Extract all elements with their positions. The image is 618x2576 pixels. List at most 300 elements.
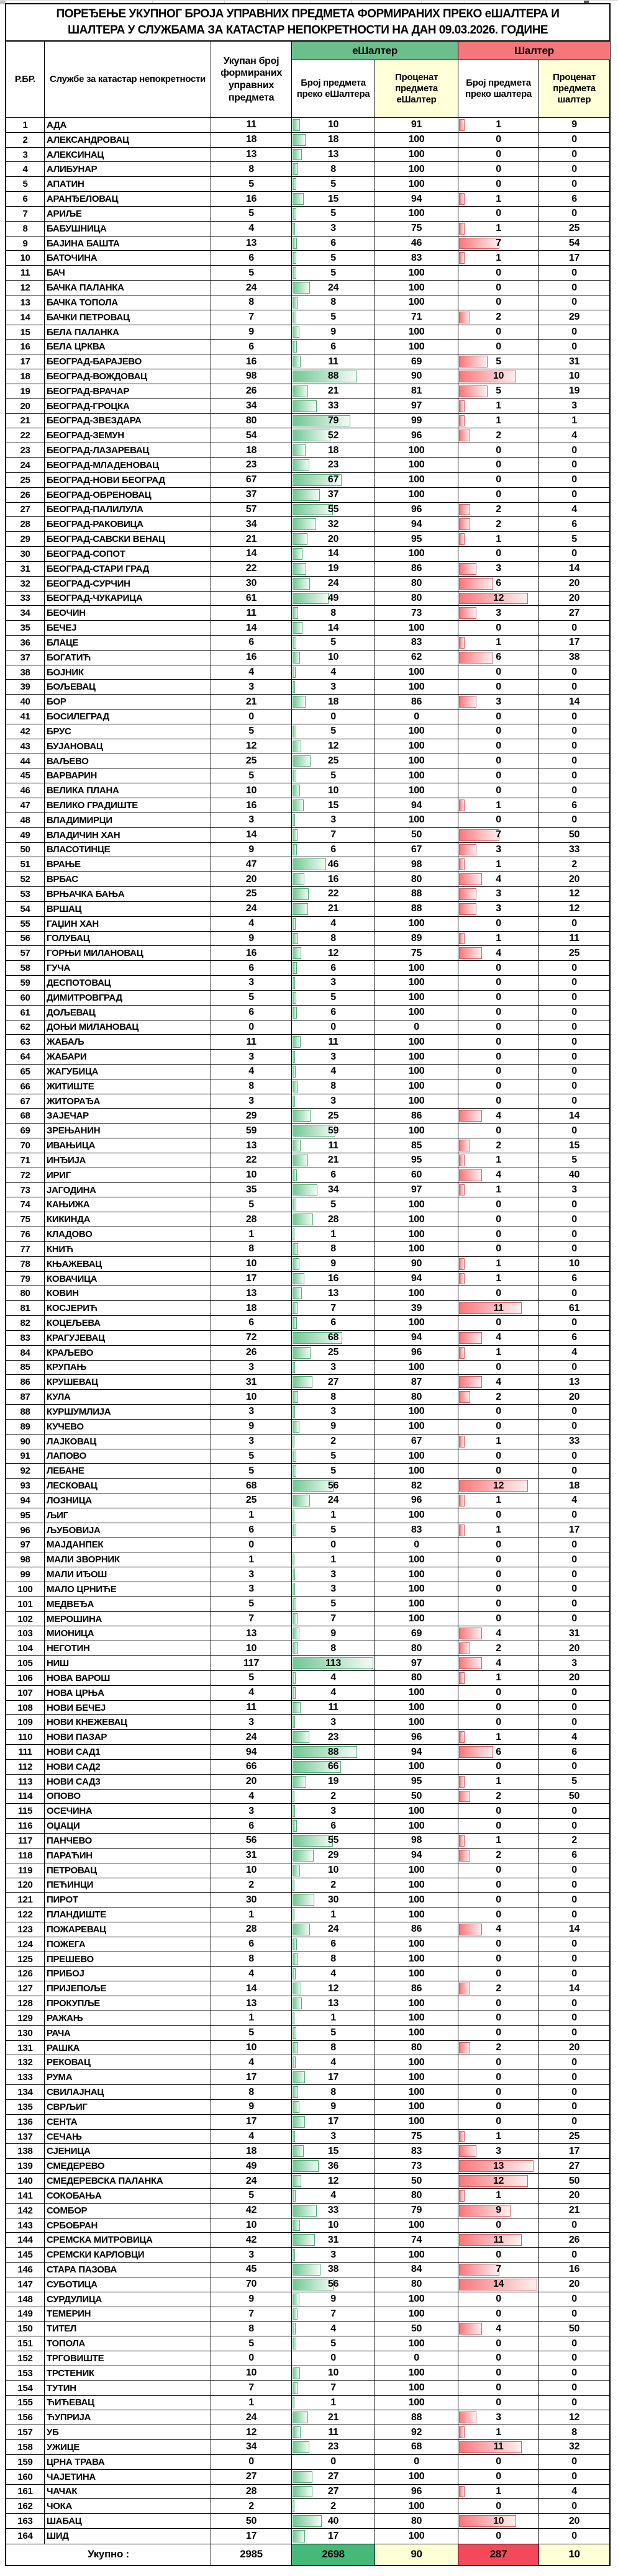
service-name-cell: АРИЉЕ — [45, 207, 211, 221]
eshalter-percent-cell: 89 — [375, 932, 458, 946]
table-row — [6, 1301, 609, 1316]
table-row — [6, 1006, 609, 1020]
row-number-cell: 133 — [6, 2070, 45, 2084]
eshalter-count-cell: 8 — [292, 1390, 375, 1404]
total-cases-cell: 13 — [211, 1626, 292, 1641]
shalter-count-cell: 1 — [458, 532, 539, 546]
service-name-cell: АРАНЂЕЛОВАЦ — [45, 192, 211, 206]
table-row — [6, 1834, 609, 1849]
row-number-cell: 149 — [6, 2307, 45, 2322]
eshalter-percent-cell: 100 — [375, 1819, 458, 1833]
table-row — [6, 2307, 609, 2322]
shalter-data-bar — [459, 518, 470, 530]
eshalter-count-cell: 11 — [292, 1138, 375, 1153]
shalter-percent-cell: 0 — [571, 1539, 577, 1550]
shalter-count-cell: 0 — [458, 1242, 539, 1256]
eshalter-count-cell: 3 — [292, 976, 375, 990]
row-number-cell: 96 — [6, 1523, 45, 1538]
total-cases-cell: 4 — [211, 1790, 292, 1804]
total-cases-cell: 31 — [211, 1375, 292, 1389]
eshalter-count-cell: 5 — [292, 991, 375, 1005]
shalter-data-bar — [459, 430, 470, 441]
row-number-cell: 18 — [6, 369, 45, 384]
eshalter-data-bar — [293, 622, 302, 634]
row-number-cell: 63 — [6, 1035, 45, 1049]
row-number-cell: 74 — [6, 1197, 45, 1212]
shalter-data-bar — [459, 696, 476, 708]
eshalter-count-cell: 88 — [292, 369, 375, 384]
service-name-cell: ПИРОТ — [45, 1893, 211, 1907]
row-number-cell: 89 — [6, 1420, 45, 1434]
shalter-count-cell: 11 — [458, 1301, 539, 1315]
shalter-percent-cell: 0 — [571, 1214, 577, 1225]
total-cases-cell: 24 — [211, 2174, 292, 2188]
table-row — [6, 1745, 609, 1760]
table-row — [6, 1050, 609, 1065]
row-number-cell: 98 — [6, 1552, 45, 1567]
table-row — [6, 1508, 609, 1523]
eshalter-percent-cell: 83 — [375, 251, 458, 265]
row-number-cell: 6 — [6, 192, 45, 206]
service-name-cell: ГАЏИН ХАН — [45, 917, 211, 931]
row-number-cell: 136 — [6, 2115, 45, 2129]
shalter-data-bar — [459, 607, 476, 619]
eshalter-percent-cell: 100 — [375, 148, 458, 162]
shalter-count-cell: 0 — [458, 2381, 539, 2395]
shalter-data-bar — [459, 2205, 511, 2217]
eshalter-count-cell: 3 — [292, 2130, 375, 2144]
shalter-percent-cell: 0 — [571, 1702, 577, 1713]
row-number-cell: 77 — [6, 1242, 45, 1256]
shalter-count-cell: 0 — [458, 1937, 539, 1952]
eshalter-count-cell: 8 — [292, 2041, 375, 2055]
eshalter-percent-cell: 73 — [375, 2159, 458, 2173]
table-row — [6, 2277, 609, 2292]
table-row — [6, 2425, 609, 2440]
shalter-percent-cell: 10 — [568, 371, 580, 382]
service-name-cell: ПАНЧЕВО — [45, 1834, 211, 1848]
header-eshalter-percent: Проценат предмета еШалтер — [375, 60, 458, 117]
total-cases-cell: 4 — [211, 917, 292, 931]
eshalter-data-bar — [293, 1110, 311, 1122]
eshalter-data-bar — [293, 2249, 295, 2261]
shalter-count-cell: 0 — [458, 754, 539, 768]
shalter-percent-cell: 0 — [571, 977, 577, 988]
total-cases-cell: 18 — [211, 1301, 292, 1315]
table-row — [6, 310, 609, 325]
eshalter-count-cell: 7 — [292, 828, 375, 842]
eshalter-percent-cell: 99 — [375, 414, 458, 428]
row-number-cell: 129 — [6, 2011, 45, 2025]
service-name-cell: ИНЂИЈА — [45, 1153, 211, 1168]
shalter-count-cell: 0 — [458, 813, 539, 827]
row-number-cell: 163 — [6, 2514, 45, 2528]
eshalter-count-cell: 4 — [292, 917, 375, 931]
service-name-cell: АДА — [45, 118, 211, 132]
table-row — [6, 1079, 609, 1094]
row-number-cell: 86 — [6, 1375, 45, 1389]
eshalter-count-cell: 38 — [292, 2263, 375, 2277]
eshalter-percent-cell: 39 — [375, 1301, 458, 1315]
service-name-cell: УЖИЦЕ — [45, 2440, 211, 2454]
eshalter-count-cell: 17 — [292, 2115, 375, 2129]
shalter-count-cell: 0 — [458, 1878, 539, 1893]
table-row — [6, 783, 609, 798]
row-number-cell: 155 — [6, 2396, 45, 2410]
shalter-data-bar — [459, 356, 488, 367]
total-cases-cell: 10 — [211, 2366, 292, 2380]
shalter-count-cell: 0 — [458, 961, 539, 975]
service-name-cell: АЛЕКСАНДРОВАЦ — [45, 133, 211, 147]
eshalter-count-cell: 13 — [292, 1996, 375, 2011]
eshalter-count-cell: 7 — [292, 1612, 375, 1626]
total-cases-cell: 21 — [211, 695, 292, 709]
row-number-cell: 21 — [6, 414, 45, 428]
table-row — [6, 2174, 609, 2189]
eshalter-percent-cell: 0 — [375, 1020, 458, 1035]
eshalter-count-cell: 27 — [292, 2470, 375, 2484]
table-row — [6, 2499, 609, 2514]
eshalter-data-bar — [293, 504, 333, 516]
total-cases-cell: 34 — [211, 399, 292, 413]
eshalter-percent-cell: 100 — [375, 2336, 458, 2351]
eshalter-percent-cell: 100 — [375, 325, 458, 340]
service-name-cell: ЛАПОВО — [45, 1449, 211, 1464]
eshalter-data-bar — [293, 1347, 311, 1359]
eshalter-count-cell: 67 — [292, 473, 375, 487]
shalter-count-cell: 0 — [458, 2292, 539, 2307]
service-name-cell: НЕГОТИН — [45, 1641, 211, 1655]
service-name-cell: СТАРА ПАЗОВА — [45, 2263, 211, 2277]
row-number-cell: 130 — [6, 2026, 45, 2040]
shalter-percent-cell: 0 — [571, 1997, 577, 2009]
row-number-cell: 118 — [6, 1849, 45, 1863]
shalter-data-bar — [459, 2042, 470, 2054]
shalter-percent-cell: 14 — [568, 1110, 580, 1121]
shalter-count-cell: 0 — [458, 1050, 539, 1064]
shalter-count-cell: 4 — [458, 1626, 539, 1641]
table-row — [6, 2470, 609, 2485]
row-number-cell: 138 — [6, 2144, 45, 2158]
service-name-cell: ПОЖАРЕВАЦ — [45, 1922, 211, 1937]
table-row — [6, 1701, 609, 1716]
shalter-percent-cell: 0 — [571, 2249, 577, 2260]
shalter-percent-cell: 50 — [568, 829, 580, 840]
row-number-cell: 145 — [6, 2248, 45, 2262]
eshalter-data-bar — [293, 2471, 312, 2483]
row-number-cell: 66 — [6, 1079, 45, 1094]
eshalter-count-cell: 66 — [292, 1760, 375, 1774]
total-cases-cell: 57 — [211, 503, 292, 517]
row-number-cell: 142 — [6, 2204, 45, 2218]
eshalter-data-bar — [293, 1465, 296, 1477]
shalter-percent-cell: 26 — [568, 2234, 580, 2245]
table-row — [6, 1420, 609, 1434]
total-cases-cell: 8 — [211, 1242, 292, 1256]
service-name-cell: УБ — [45, 2425, 211, 2439]
row-number-cell: 151 — [6, 2336, 45, 2351]
total-cases-cell: 10 — [211, 1390, 292, 1404]
shalter-percent-cell: 33 — [568, 1436, 580, 1447]
shalter-count-cell: 12 — [458, 2174, 539, 2188]
eshalter-count-cell: 15 — [292, 192, 375, 206]
shalter-percent-cell: 0 — [571, 282, 577, 293]
total-cases-cell: 3 — [211, 1715, 292, 1729]
service-name-cell: МЕРОШИНА — [45, 1612, 211, 1626]
eshalter-percent-cell: 100 — [375, 1715, 458, 1729]
eshalter-percent-cell: 100 — [375, 1567, 458, 1582]
service-name-cell: ВРБАС — [45, 872, 211, 886]
row-number-cell: 5 — [6, 177, 45, 191]
shalter-percent-cell: 2 — [571, 1835, 577, 1846]
eshalter-data-bar — [293, 1746, 357, 1758]
service-name-cell: БЕОГРАД-НОВИ БЕОГРАД — [45, 473, 211, 487]
eshalter-data-bar — [293, 844, 297, 856]
total-cases-cell: 5 — [211, 991, 292, 1005]
eshalter-percent-cell: 100 — [375, 2381, 458, 2395]
shalter-count-cell: 0 — [458, 1035, 539, 1049]
shalter-count-cell: 0 — [458, 709, 539, 724]
eshalter-data-bar — [293, 2412, 308, 2423]
service-name-cell: БЕОГРАД-ЧУКАРИЦА — [45, 592, 211, 606]
eshalter-data-bar — [293, 1939, 297, 1950]
total-cases-cell: 26 — [211, 1346, 292, 1360]
eshalter-count-cell: 7 — [292, 1301, 375, 1315]
eshalter-data-bar — [293, 1805, 295, 1817]
shalter-percent-cell: 50 — [568, 2175, 580, 2186]
service-name-cell: ЖИТИШТЕ — [45, 1079, 211, 1094]
eshalter-count-cell: 4 — [292, 2322, 375, 2336]
shalter-count-cell: 0 — [458, 443, 539, 457]
eshalter-data-bar — [293, 2056, 296, 2068]
eshalter-count-cell: 13 — [292, 148, 375, 162]
eshalter-data-bar — [293, 489, 320, 501]
eshalter-percent-cell: 100 — [375, 1420, 458, 1434]
service-name-cell: ПРИЈЕПОЉЕ — [45, 1981, 211, 1996]
shalter-data-bar — [459, 637, 465, 649]
shalter-count-cell: 1 — [458, 414, 539, 428]
total-cases-cell: 6 — [211, 961, 292, 975]
service-name-cell: ТРСТЕНИК — [45, 2366, 211, 2380]
eshalter-percent-cell: 100 — [375, 1035, 458, 1049]
shalter-count-cell: 0 — [458, 739, 539, 754]
shalter-percent-cell: 5 — [571, 1776, 577, 1787]
service-name-cell: БЕОГРАД-ВОЖДОВАЦ — [45, 369, 211, 384]
shalter-percent-cell: 21 — [568, 2205, 580, 2216]
table-row — [6, 2011, 609, 2026]
shalter-data-bar — [459, 1436, 465, 1448]
eshalter-data-bar — [293, 888, 309, 900]
header-shalter-count: Број предмета преко шалтера — [458, 60, 539, 117]
shalter-count-cell: 2 — [458, 1981, 539, 1996]
eshalter-percent-cell: 94 — [375, 517, 458, 531]
shalter-percent-cell: 0 — [571, 297, 577, 308]
eshalter-percent-cell: 75 — [375, 946, 458, 960]
service-name-cell: БАЧ — [45, 266, 211, 280]
shalter-count-cell: 3 — [458, 695, 539, 709]
table-row — [6, 1375, 609, 1390]
eshalter-data-bar — [293, 400, 317, 412]
eshalter-data-bar — [293, 2367, 300, 2379]
table-row — [6, 768, 609, 783]
shalter-count-cell: 0 — [458, 1006, 539, 1020]
eshalter-data-bar — [293, 785, 300, 796]
service-name-cell: БАЧКИ ПЕТРОВАЦ — [45, 310, 211, 325]
eshalter-percent-cell: 98 — [375, 1834, 458, 1848]
row-number-cell: 28 — [6, 517, 45, 531]
shalter-data-bar — [459, 829, 499, 841]
total-cases-cell: 8 — [211, 162, 292, 176]
shalter-percent-cell: 20 — [568, 873, 580, 885]
eshalter-data-bar — [293, 2042, 298, 2054]
shalter-count-cell: 6 — [458, 651, 539, 665]
eshalter-data-bar — [293, 178, 296, 190]
total-cases-cell: 24 — [211, 902, 292, 916]
row-number-cell: 53 — [6, 887, 45, 901]
eshalter-percent-cell: 100 — [375, 917, 458, 931]
table-row — [6, 695, 609, 709]
row-number-cell: 160 — [6, 2470, 45, 2484]
shalter-count-cell: 1 — [458, 1346, 539, 1360]
eshalter-percent-cell: 94 — [375, 798, 458, 813]
shalter-percent-cell: 0 — [571, 1510, 577, 1521]
total-shalter-percent: 10 — [539, 2544, 609, 2565]
total-cases-cell: 3 — [211, 1405, 292, 1419]
eshalter-count-cell: 5 — [292, 2026, 375, 2040]
eshalter-count-cell: 6 — [292, 1819, 375, 1833]
table-row — [6, 1730, 609, 1745]
table-row — [6, 517, 609, 532]
eshalter-percent-cell: 100 — [375, 1405, 458, 1419]
eshalter-percent-cell: 0 — [375, 709, 458, 724]
total-cases-cell: 31 — [211, 1849, 292, 1863]
shalter-percent-cell: 0 — [571, 1125, 577, 1136]
table-row — [6, 133, 609, 148]
shalter-data-bar — [459, 2131, 465, 2143]
service-name-cell: БЕЧЕЈ — [45, 621, 211, 635]
service-name-cell: ИРИГ — [45, 1168, 211, 1182]
service-name-cell: ВЛАДИМИРЦИ — [45, 813, 211, 827]
total-cases-cell: 11 — [211, 606, 292, 620]
total-cases-cell: 7 — [211, 310, 292, 325]
shalter-data-bar — [459, 1302, 522, 1314]
shalter-count-cell: 0 — [458, 1760, 539, 1774]
total-cases-cell: 4 — [211, 1686, 292, 1700]
shalter-percent-cell: 5 — [571, 533, 577, 544]
row-number-cell: 94 — [6, 1493, 45, 1508]
total-cases-cell: 17 — [211, 2115, 292, 2129]
eshalter-percent-cell: 100 — [375, 1212, 458, 1227]
shalter-count-cell: 1 — [458, 1434, 539, 1449]
shalter-count-cell: 1 — [458, 399, 539, 413]
row-number-cell: 26 — [6, 488, 45, 502]
shalter-count-cell: 0 — [458, 295, 539, 310]
service-name-cell: БАЧКА ТОПОЛА — [45, 295, 211, 310]
shalter-count-cell: 0 — [458, 1996, 539, 2011]
shalter-percent-cell: 14 — [568, 696, 580, 707]
row-number-cell: 42 — [6, 724, 45, 739]
eshalter-percent-cell: 96 — [375, 503, 458, 517]
eshalter-count-cell: 36 — [292, 2159, 375, 2173]
shalter-data-bar — [459, 2323, 482, 2335]
shalter-count-cell: 0 — [458, 266, 539, 280]
shalter-count-cell: 0 — [458, 1597, 539, 1611]
total-cases-cell: 3 — [211, 1804, 292, 1818]
eshalter-data-bar — [293, 267, 296, 279]
shalter-count-cell: 4 — [458, 1109, 539, 1123]
table-row — [6, 946, 609, 961]
shalter-count-cell: 0 — [458, 2499, 539, 2513]
table-row — [6, 1612, 609, 1627]
total-cases-cell: 6 — [211, 340, 292, 354]
row-number-cell: 90 — [6, 1434, 45, 1449]
shalter-count-cell: 5 — [458, 354, 539, 369]
table-row — [6, 2100, 609, 2115]
total-cases-cell: 16 — [211, 946, 292, 960]
table-row — [6, 1538, 609, 1553]
total-cases-cell: 4 — [211, 2130, 292, 2144]
eshalter-count-cell: 7 — [292, 2381, 375, 2395]
row-number-cell: 41 — [6, 709, 45, 724]
total-cases-cell: 72 — [211, 1331, 292, 1345]
shalter-group-header: Шалтер — [458, 42, 610, 60]
shalter-count-cell: 0 — [458, 2455, 539, 2469]
row-number-cell: 11 — [6, 266, 45, 280]
service-name-cell: КРАЉЕВО — [45, 1346, 211, 1360]
eshalter-percent-cell: 96 — [375, 1730, 458, 1744]
eshalter-data-bar — [293, 1583, 295, 1595]
table-row — [6, 547, 609, 562]
shalter-data-bar — [459, 504, 470, 516]
row-number-cell: 49 — [6, 828, 45, 842]
row-number-cell: 16 — [6, 340, 45, 354]
eshalter-count-cell: 9 — [292, 325, 375, 340]
service-name-cell: БАЧКА ПАЛАНКА — [45, 281, 211, 295]
eshalter-data-bar — [293, 681, 295, 693]
total-cases-cell: 3 — [211, 1094, 292, 1109]
eshalter-percent-cell: 100 — [375, 1508, 458, 1523]
eshalter-data-bar — [293, 903, 308, 915]
service-name-cell: БЕОГРАД-ГРОЦКА — [45, 399, 211, 413]
eshalter-data-bar — [293, 1865, 300, 1876]
service-name-cell: БОЉЕВАЦ — [45, 680, 211, 694]
eshalter-percent-cell: 100 — [375, 1065, 458, 1079]
eshalter-percent-cell: 96 — [375, 1346, 458, 1360]
shalter-count-cell: 11 — [458, 2233, 539, 2247]
service-name-cell: КОСЈЕРИЋ — [45, 1301, 211, 1315]
eshalter-data-bar — [293, 1687, 296, 1699]
eshalter-data-bar — [293, 1199, 296, 1210]
total-cases-cell: 4 — [211, 1065, 292, 1079]
table-row — [6, 1272, 609, 1287]
row-number-cell: 3 — [6, 148, 45, 162]
shalter-percent-cell: 25 — [568, 2131, 580, 2142]
eshalter-data-bar — [293, 1997, 302, 2009]
eshalter-count-cell: 12 — [292, 2174, 375, 2188]
eshalter-percent-cell: 97 — [375, 1656, 458, 1670]
shalter-count-cell: 5 — [458, 384, 539, 399]
total-cases-cell: 25 — [211, 1493, 292, 1508]
shalter-data-bar — [459, 1657, 482, 1669]
eshalter-percent-cell: 100 — [375, 443, 458, 457]
service-name-cell: ТОПОЛА — [45, 2336, 211, 2351]
shalter-count-cell: 0 — [458, 1582, 539, 1596]
eshalter-count-cell: 3 — [292, 1050, 375, 1064]
eshalter-count-cell: 19 — [292, 562, 375, 576]
total-cases-cell: 4 — [211, 222, 292, 236]
shalter-count-cell: 0 — [458, 724, 539, 739]
shalter-percent-cell: 0 — [571, 548, 577, 559]
